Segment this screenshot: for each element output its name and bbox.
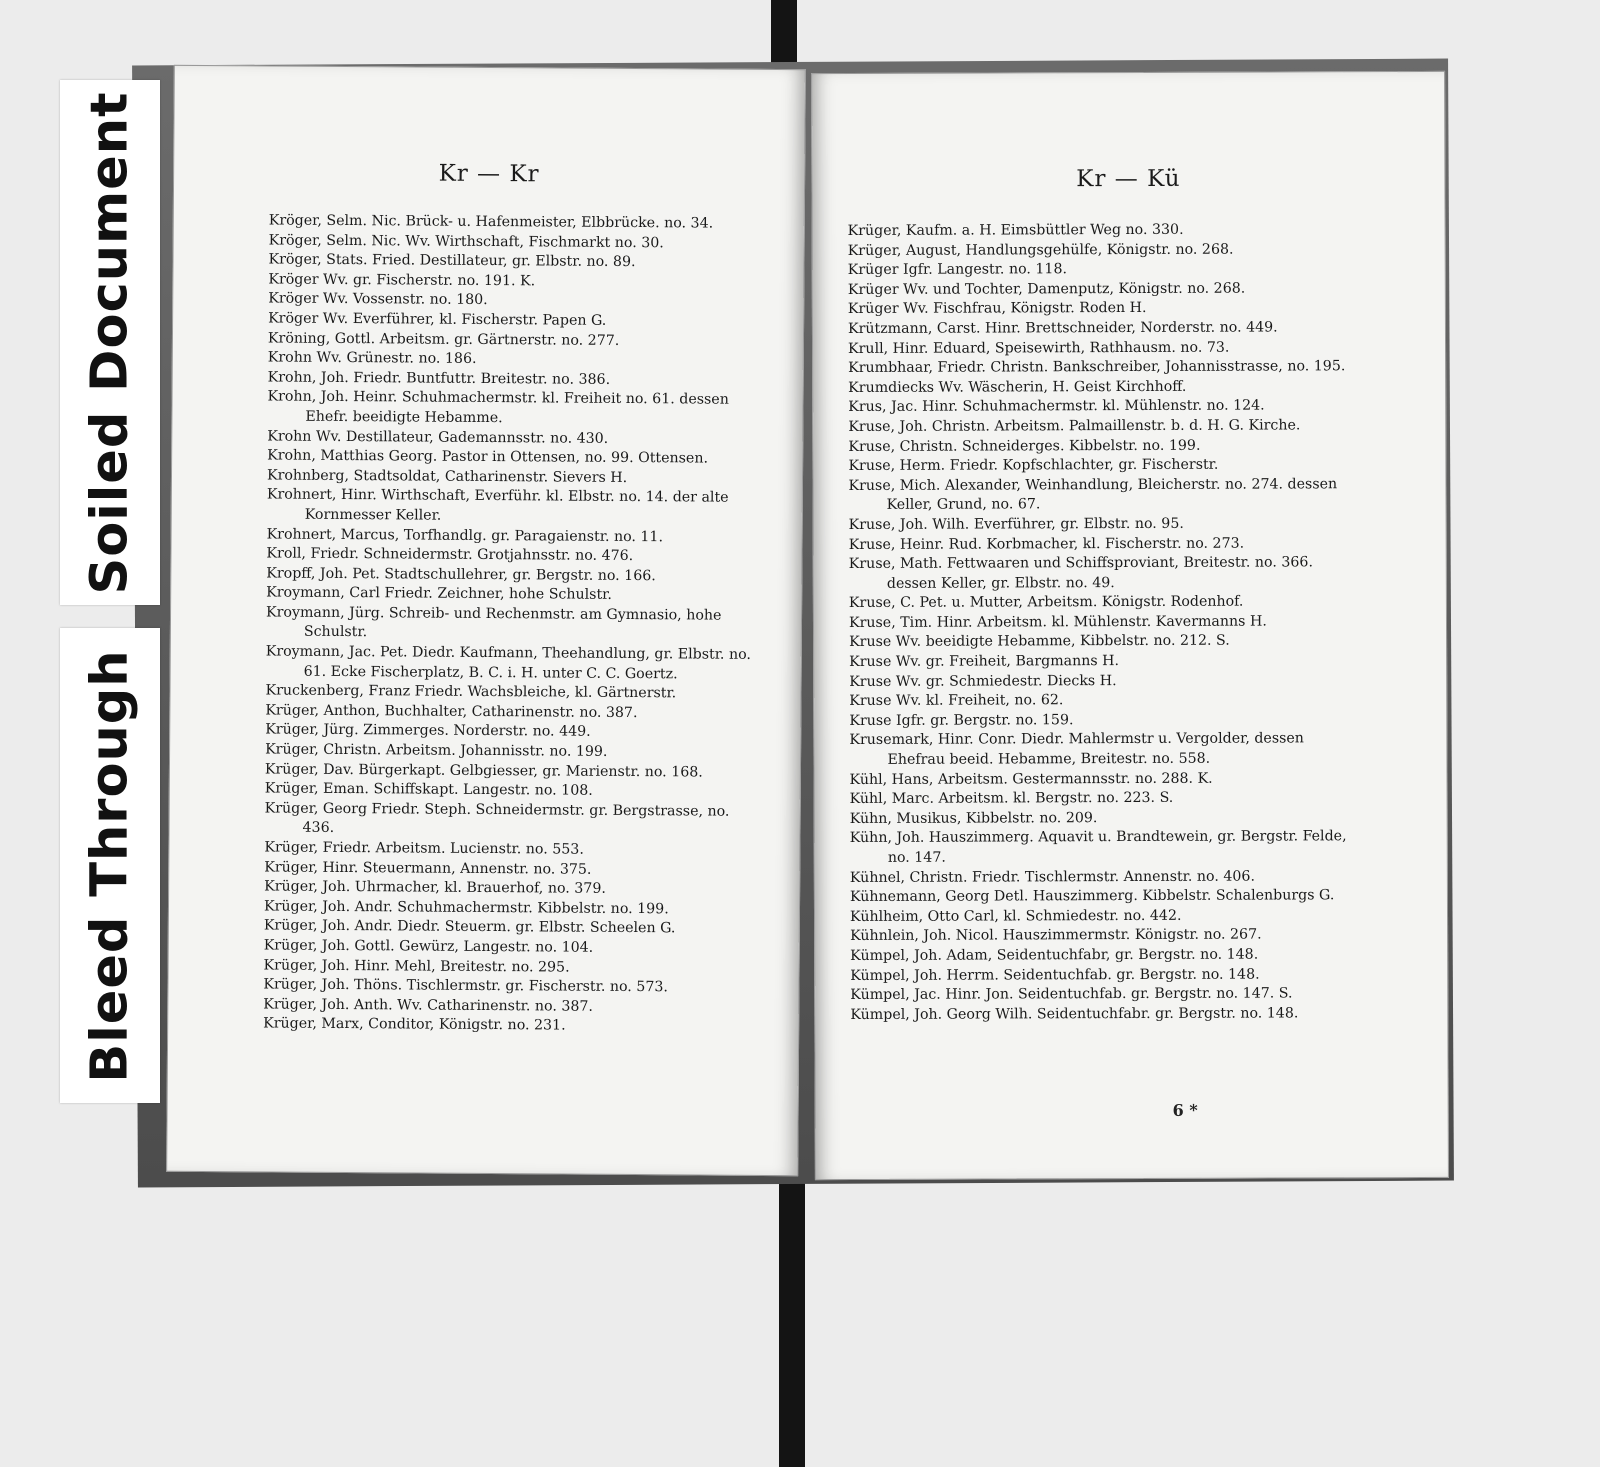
directory-entry: Krüger, Eman. Schiffskapt. Langestr. no. 108. (264, 780, 593, 799)
directory-entry: Krohnert, Marcus, Torfhandlg. gr. Paragaienstr. no. 11. (266, 525, 664, 545)
right-entry-list (848, 220, 1356, 1025)
directory-entry: Krüger, Joh. Gottl. Gewürz, Langestr. no. 104. (263, 937, 594, 956)
directory-entry: Krüger, Dav. Bürgerkapt. Gelbgiesser, gr. Marienstr. no. 168. (264, 761, 703, 781)
directory-entry: Krüger, August, Handlungsgehülfe, Königstr. no. 268. (847, 241, 1234, 259)
directory-entry: Kruse, Christn. Schneiderges. Kibbelstr. no. 199. (848, 437, 1201, 455)
directory-entry: Kruse, Heinr. Rud. Korbmacher, kl. Fischerstr. no. 273. (848, 535, 1245, 553)
directory-entry: Kümpel, Jac. Hinr. Jon. Seidentuchfab. gr. Bergstr. no. 147. S. (850, 985, 1293, 1004)
signature-mark: 6 * (1172, 1100, 1198, 1120)
directory-entry: Kroymann, Jürg. Schreib- und Rechenmstr. am Gymnasio, hohe Schulstr. (265, 604, 722, 641)
directory-entry: Krüger, Friedr. Arbeitsm. Lucienstr. no. 553. (264, 839, 584, 858)
directory-entry: Krohnert, Hinr. Wirthschaft, Everführ. kl. Elbstr. no. 14. der alte Kornmesser Keller. (266, 486, 729, 524)
directory-entry: Krüger, Joh. Andr. Schuhmachermstr. Kibbelstr. no. 199. (263, 898, 669, 918)
directory-entry: Kühl, Hans, Arbeitsm. Gestermannsstr. no. 288. K. (849, 770, 1213, 788)
right-page (811, 71, 1449, 1180)
directory-entry: Kümpel, Joh. Herrm. Seidentuchfab. gr. Bergstr. no. 148. (850, 966, 1260, 984)
directory-entry: Kühnlein, Joh. Nicol. Hauszimmermstr. Königstr. no. 267. (850, 926, 1262, 945)
directory-entry: Kröger Wv. Vossenstr. no. 180. (268, 290, 488, 309)
directory-entry: Krohn, Matthias Georg. Pastor in Ottensen, no. 99. Ottensen. (267, 447, 709, 467)
directory-entry: Kröger, Selm. Nic. Wv. Wirthschaft, Fischmarkt no. 30. (268, 232, 664, 251)
directory-entry: Krüger, Christn. Arbeitsm. Johannisstr. no. 199. (265, 741, 608, 760)
directory-entry: Kühl, Marc. Arbeitsm. kl. Bergstr. no. 223. S. (849, 790, 1174, 808)
left-running-head: Kr — Kr (438, 160, 540, 188)
directory-entry: Krüger, Joh. Thöns. Tischlermstr. gr. Fischerstr. no. 573. (263, 976, 668, 996)
directory-entry: Krull, Hinr. Eduard, Speisewirth, Rathhausm. no. 73. (848, 339, 1230, 357)
directory-entry: Kühlheim, Otto Carl, kl. Schmiedestr. no. 442. (849, 907, 1182, 925)
directory-entry: Kroll, Friedr. Schneidermstr. Grotjahnsstr. no. 476. (266, 545, 634, 565)
directory-entry: Krüger, Joh. Anth. Wv. Catharinenstr. no. 387. (263, 996, 594, 1015)
soiled-document-label (60, 80, 160, 605)
directory-entry: Krützmann, Carst. Hinr. Brettschneider, Norderstr. no. 449. (847, 319, 1278, 337)
directory-entry: Kruse, Herm. Friedr. Kopfschlachter, gr. Fischerstr. (848, 456, 1219, 475)
directory-entry: Kruckenberg, Franz Friedr. Wachsbleiche, kl. Gärtnerstr. (265, 682, 677, 702)
directory-entry: Kröger, Stats. Fried. Destillateur, gr. Elbstr. no. 89. (268, 251, 636, 271)
directory-entry: Kröning, Gottl. Arbeitsm. gr. Gärtnerstr. no. 277. (267, 330, 620, 349)
directory-entry: Kruse, Tim. Hinr. Arbeitsm. kl. Mühlenstr. Kavermanns H. (848, 613, 1267, 631)
directory-entry: Kruse, Math. Fettwaaren und Schiffsproviant, Breitestr. no. 366. dessen Keller, gr. Elbstr. no. 49. (848, 554, 1313, 592)
directory-entry: Kropff, Joh. Pet. Stadtschullehrer, gr. Bergstr. no. 166. (266, 565, 656, 584)
directory-entry: Kümpel, Joh. Adam, Seidentuchfabr, gr. Bergstr. no. 148. (850, 946, 1259, 964)
left-entry-list (263, 211, 769, 1037)
directory-entry: Kruse, Mich. Alexander, Weinhandlung, Bleicherstr. no. 274. dessen Keller, Grund, no. 67. (848, 475, 1338, 514)
left-page (166, 65, 806, 1176)
directory-entry: Krohnberg, Stadtsoldat, Catharinenstr. Sievers H. (266, 467, 628, 486)
directory-entry: Krus, Jac. Hinr. Schuhmachermstr. kl. Mühlenstr. no. 124. (848, 397, 1265, 416)
directory-entry: Krüger Igfr. Langestr. no. 118. (847, 261, 1068, 279)
directory-entry: Krüger, Kaufm. a. H. Eimsbüttler Weg no. 330. (847, 221, 1184, 239)
directory-entry: Krumdiecks Wv. Wäscherin, H. Geist Kirchhoff. (848, 378, 1187, 396)
directory-entry: Kruse Wv. gr. Freiheit, Bargmanns H. (849, 653, 1120, 671)
directory-entry: Kröger, Selm. Nic. Brück- u. Hafenmeister, Elbbrücke. no. 34. (268, 212, 714, 232)
directory-entry: Krusemark, Hinr. Conr. Diedr. Mahlermstr u. Vergolder, dessen Ehefrau beeid. Hebamme, Breitestr. no. 558. (849, 730, 1304, 768)
directory-entry: Krüger, Joh. Uhrmacher, kl. Brauerhof, no. 379. (264, 878, 606, 898)
directory-entry: Krüger, Georg Friedr. Steph. Schneidermstr. gr. Bergstrasse, no. 436. (264, 800, 730, 837)
directory-entry: Kümpel, Joh. Georg Wilh. Seidentuchfabr. gr. Bergstr. no. 148. (850, 1005, 1299, 1023)
directory-entry: Kühn, Joh. Hauszimmerg. Aquavit u. Brandtewein, gr. Bergstr. Felde, no. 147. (849, 828, 1347, 866)
binding-shadow-bottom (779, 1172, 805, 1467)
bleed-through-label (60, 628, 160, 1103)
directory-entry: Krüger Wv. Fischfrau, Königstr. Roden H. (847, 300, 1147, 318)
directory-entry: Krüger, Hinr. Steuermann, Annenstr. no. 375. (264, 859, 592, 878)
directory-entry: Krüger Wv. und Tochter, Damenputz, Königstr. no. 268. (847, 280, 1246, 298)
directory-entry: Kröger Wv. gr. Fischerstr. no. 191. K. (268, 271, 536, 290)
soiled-document-text: Soiled Document (80, 91, 140, 594)
directory-entry: Kruse Igfr. gr. Bergstr. no. 159. (849, 712, 1074, 729)
directory-entry: Kroymann, Carl Friedr. Zeichner, hohe Schulstr. (266, 584, 612, 604)
directory-entry: Krüger, Marx, Conditor, Königstr. no. 231. (263, 1015, 566, 1034)
directory-entry: Krüger, Jürg. Zimmerges. Norderstr. no. 449. (265, 721, 591, 741)
directory-entry: Kruse Wv. kl. Freiheit, no. 62. (849, 692, 1064, 710)
right-running-head: Kr — Kü (1076, 165, 1181, 193)
directory-entry: Krüger, Anthon, Buchhalter, Catharinenstr. no. 387. (265, 702, 638, 721)
directory-entry: Krumbhaar, Friedr. Christn. Bankschreiber, Johannisstrasse, no. 195. (848, 358, 1346, 377)
directory-entry: Krohn Wv. Grünestr. no. 186. (267, 349, 477, 368)
directory-entry: Kruse, Joh. Wilh. Everführer, gr. Elbstr. no. 95. (848, 515, 1184, 533)
directory-entry: Krohn, Joh. Friedr. Buntfuttr. Breitestr. no. 386. (267, 369, 611, 388)
directory-entry: Kruse Wv. beeidigte Hebamme, Kibbelstr. no. 212. S. (849, 633, 1230, 651)
directory-entry: Krohn, Joh. Heinr. Schuhmachermstr. kl. Freiheit no. 61. dessen Ehefr. beeidigte Hebamme. (267, 388, 729, 427)
bleed-through-text: Bleed Through (80, 648, 140, 1083)
directory-entry: Kühn, Musikus, Kibbelstr. no. 209. (849, 809, 1098, 827)
directory-entry: Kruse Wv. gr. Schmiedestr. Diecks H. (849, 672, 1117, 690)
directory-entry: Kruse, C. Pet. u. Mutter, Arbeitsm. Königstr. Rodenhof. (848, 593, 1244, 612)
directory-entry: Krohn Wv. Destillateur, Gademannsstr. no. 430. (267, 428, 609, 447)
directory-entry: Krüger, Joh. Andr. Diedr. Steuerm. gr. Elbstr. Scheelen G. (263, 917, 676, 937)
directory-entry: Kühnemann, Georg Detl. Hauszimmerg. Kibbelstr. Schalenburgs G. (849, 887, 1335, 906)
directory-entry: Krüger, Joh. Hinr. Mehl, Breitestr. no. 295. (263, 957, 570, 976)
directory-entry: Kühnel, Christn. Friedr. Tischlermstr. Annenstr. no. 406. (849, 868, 1255, 886)
directory-entry: Kruse, Joh. Christn. Arbeitsm. Palmaillenstr. b. d. H. G. Kirche. (848, 417, 1301, 435)
directory-entry: Kroymann, Jac. Pet. Diedr. Kaufmann, Theehandlung, gr. Elbstr. no. 61. Ecke Fischerplatz, B. C. i. H. unter C. C. Goertz. (265, 643, 751, 682)
directory-entry: Kröger Wv. Everführer, kl. Fischerstr. Papen G. (268, 310, 607, 329)
